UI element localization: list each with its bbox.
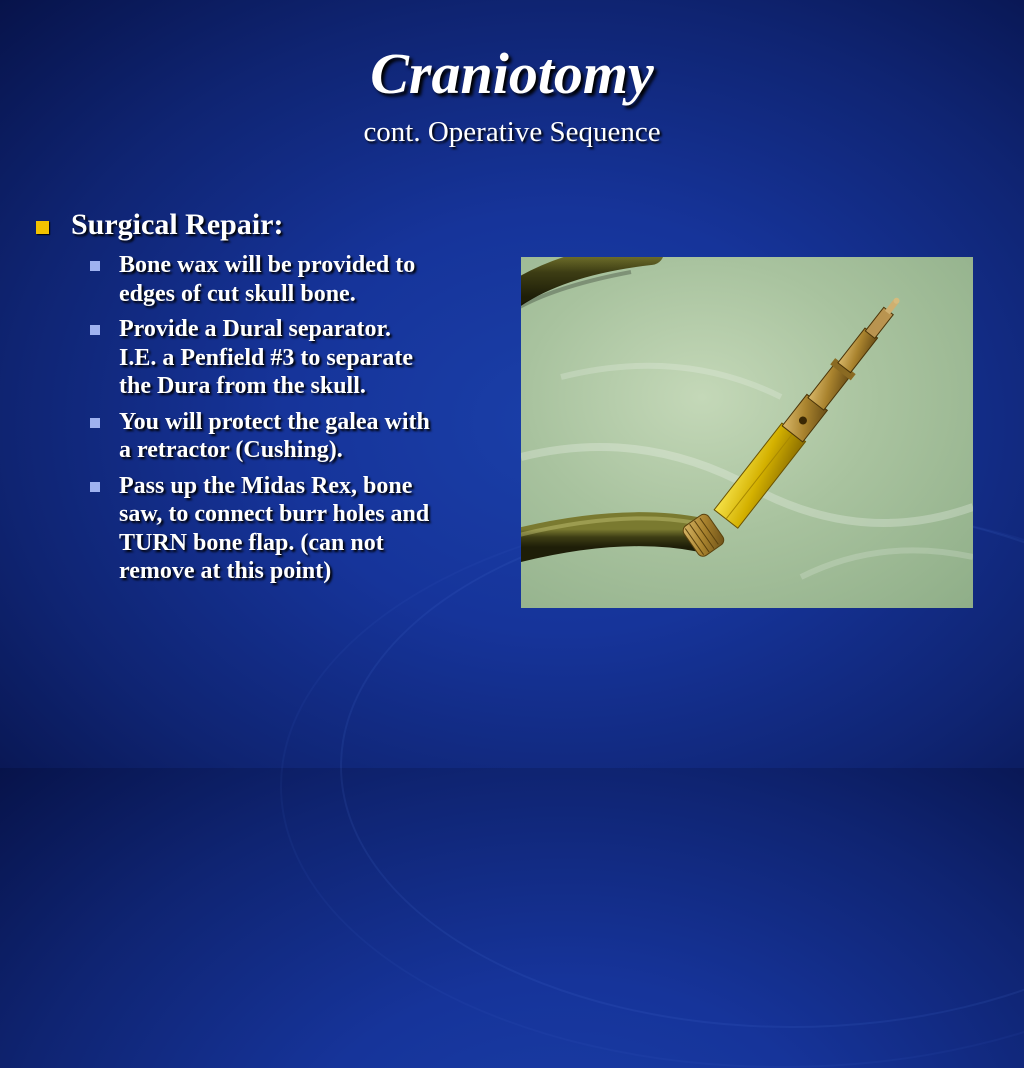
list-item-text: Bone wax will be provided to edges of cut skull bone. [119,252,416,307]
square-bullet-icon [90,418,100,428]
list-item [90,315,430,401]
list-item-text: You will protect the galea with a retractor (Cushing). [119,408,430,463]
main-bullet [36,208,283,242]
list-item [90,408,430,465]
midas-rex-drill-icon [521,257,973,608]
sub-bullet-list [90,251,430,593]
slide-title: Craniotomy [370,41,654,106]
list-item-text: Pass up the Midas Rex, bone saw, to connect burr holes and TURN bone flap. (can not remove at this point) [119,472,430,584]
square-bullet-icon [90,482,100,492]
square-bullet-icon [90,261,100,271]
square-bullet-icon [36,221,49,234]
main-bullet-text: Surgical Repair: [71,208,284,241]
list-item [90,251,430,308]
square-bullet-icon [90,325,100,335]
list-item [90,472,430,586]
list-item-text: Provide a Dural separator. I.E. a Penfield #3 to separate the Dura from the skull. [119,316,413,399]
drill-photo [521,257,973,608]
slide-subtitle: cont. Operative Sequence [363,116,661,148]
